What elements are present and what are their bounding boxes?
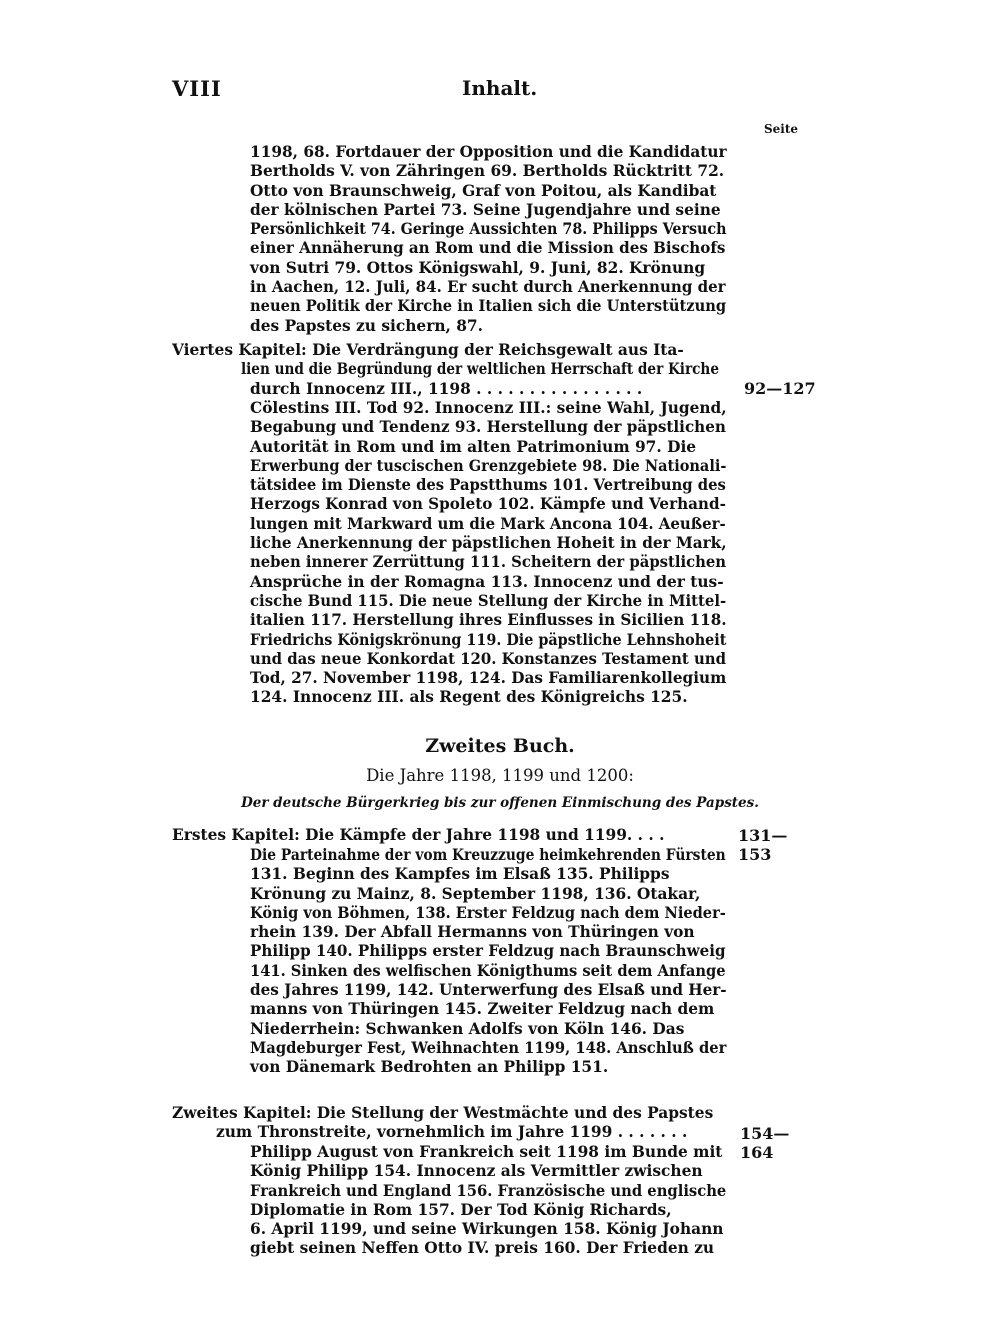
summary-line: Erwerbung der tuscischen Grenzgebiete 98. Die Nationali- — [250, 456, 727, 475]
summary-line: Die Parteinahme der vom Kreuzzuge heimkehrenden Fürsten — [250, 846, 726, 864]
summary-line: des Papstes zu sichern, 87. — [250, 316, 484, 335]
chapter2-title — [172, 1104, 728, 1143]
book-subtitle: Der deutsche Bürgerkrieg bis zur offenen Einmischung des Papstes. — [241, 795, 759, 811]
summary-line: 6. April 1199, und seine Wirkungen 158. König Johann — [250, 1220, 724, 1239]
book-years: Die Jahre 1198, 1199 und 1200: — [366, 766, 634, 785]
summary-line: Krönung zu Mainz, 8. September 1198, 136. Otakar, — [250, 884, 701, 903]
summary-line: Friedrichs Königskrönung 119. Die päpstliche Lehnshoheit — [250, 630, 727, 649]
summary-line: von Sutri 79. Ottos Königswahl, 9. Juni, 82. Krönung — [250, 258, 706, 277]
chapter-title-line: Viertes Kapitel: Die Verdrängung der Reichsgewalt aus Ita- — [172, 341, 684, 359]
summary-line: Diplomatie in Rom 157. Der Tod König Richards, — [250, 1200, 672, 1219]
summary-line: liche Anerkennung der päpstlichen Hoheit in der Mark, — [250, 534, 727, 553]
summary-line: rhein 139. Der Abfall Hermanns von Thüringen von — [250, 923, 695, 942]
chapter1-page-range: 131—153 — [738, 826, 788, 864]
page-number: VIII — [172, 76, 222, 101]
summary-line: 124. Innocenz III. als Regent des Königreichs 125. — [250, 688, 688, 707]
summary-line: König Philipp 154. Innocenz als Vermittler zwischen — [250, 1162, 703, 1181]
summary-line: von Dänemark Bedrohten an Philipp 151. — [250, 1058, 609, 1077]
summary-line: König von Böhmen, 138. Erster Feldzug nach dem Nieder- — [250, 903, 726, 922]
summary-line: italien 117. Herstellung ihres Einflusses in Sicilien 118. — [250, 611, 727, 630]
summary-line: Niederrhein: Schwanken Adolfs von Köln 146. Das — [250, 1019, 685, 1038]
summary-line: und das neue Konkordat 120. Konstanzes Testament und — [250, 649, 727, 668]
summary-line: lungen mit Markward um die Mark Ancona 104. Aeußer- — [250, 514, 726, 533]
chapter3-summary-continued — [250, 143, 726, 336]
summary-line: Philipp 140. Philipps erster Feldzug nach Braunschweig — [250, 942, 726, 961]
summary-line: Cölestins III. Tod 92. Innocenz III.: seine Wahl, Jugend, — [250, 399, 727, 417]
summary-line: Tod, 27. November 1198, 124. Das Familiarenkollegium — [250, 669, 727, 688]
chapter2-page-range: 154—164 — [740, 1124, 790, 1162]
chapter-title-line: Zweites Kapitel: Die Stellung der Westmächte und des Papstes — [172, 1104, 714, 1122]
summary-line: Frankreich und England 156. Französische und englische — [250, 1181, 727, 1200]
chapter1-title — [172, 826, 728, 845]
summary-line: 1198, 68. Fortdauer der Opposition und die Kandidatur — [250, 143, 727, 161]
running-title: Inhalt. — [462, 76, 538, 100]
summary-line: Otto von Braunschweig, Graf von Poitou, als Kandibat — [250, 181, 717, 200]
summary-line: manns von Thüringen 145. Zweiter Feldzug nach dem — [250, 1000, 715, 1019]
summary-line: Autorität in Rom und im alten Patrimonium 97. Die — [250, 437, 697, 456]
summary-line: 141. Sinken des welfischen Königthums seit dem Anfange — [250, 961, 726, 980]
summary-line: in Aachen, 12. Juli, 84. Er sucht durch Anerkennung der — [250, 278, 726, 297]
summary-line: der kölnischen Partei 73. Seine Jugendjahre und seine — [250, 200, 721, 219]
chapter4-page-range: 92—127 — [744, 379, 816, 398]
summary-line: Bertholds V. von Zähringen 69. Bertholds Rücktritt 72. — [250, 162, 725, 181]
chapter4-title — [172, 341, 728, 399]
summary-line: Begabung und Tendenz 93. Herstellung der päpstlichen — [250, 418, 726, 437]
summary-line: Ansprüche in der Romagna 113. Innocenz und der tus- — [250, 572, 724, 591]
chapter-title-line: Erstes Kapitel: Die Kämpfe der Jahre 1198 und 1199. . . . — [172, 826, 665, 844]
summary-line: cische Bund 115. Die neue Stellung der Kirche in Mittel- — [250, 591, 727, 610]
summary-line: des Jahres 1199, 142. Unterwerfung des Elsaß und Her- — [250, 981, 727, 1000]
chapter-title-line: lien und die Begründung der weltlichen Herrschaft der Kirche — [240, 360, 719, 379]
seite-label: Seite — [764, 122, 799, 136]
summary-line: Persönlichkeit 74. Geringe Aussichten 78. Philipps Versuch — [250, 220, 727, 239]
chapter-title-line: zum Thronstreite, vornehmlich im Jahre 1199 . . . . . . . — [216, 1123, 688, 1142]
summary-line: Magdeburger Fest, Weihnachten 1199, 148. Anschluß der — [250, 1038, 727, 1057]
chapter4-summary — [250, 399, 726, 708]
chapter-title-line: durch Innocenz III., 1198 . . . . . . . . . . . . . . . . — [250, 379, 643, 398]
summary-line: einer Annäherung an Rom und die Mission des Bischofs — [250, 239, 726, 258]
summary-line: neuen Politik der Kirche in Italien sich die Unterstützung — [250, 297, 727, 316]
summary-line: neben innerer Zerrüttung 111. Scheitern der päpstlichen — [250, 553, 727, 572]
summary-line: tätsidee im Dienste des Papstthums 101. Vertreibung des — [250, 476, 726, 495]
summary-line: 131. Beginn des Kampfes im Elsaß 135. Philipps — [250, 865, 670, 884]
chapter1-summary — [250, 846, 726, 1078]
book-title: Zweites Buch. — [425, 735, 575, 757]
chapter2-summary — [250, 1143, 726, 1259]
summary-line: giebt seinen Neffen Otto IV. preis 160. Der Frieden zu — [250, 1239, 715, 1258]
summary-line: Herzogs Konrad von Spoleto 102. Kämpfe und Verhand- — [250, 495, 726, 514]
summary-line: Philipp August von Frankreich seit 1198 im Bunde mit — [250, 1143, 723, 1161]
